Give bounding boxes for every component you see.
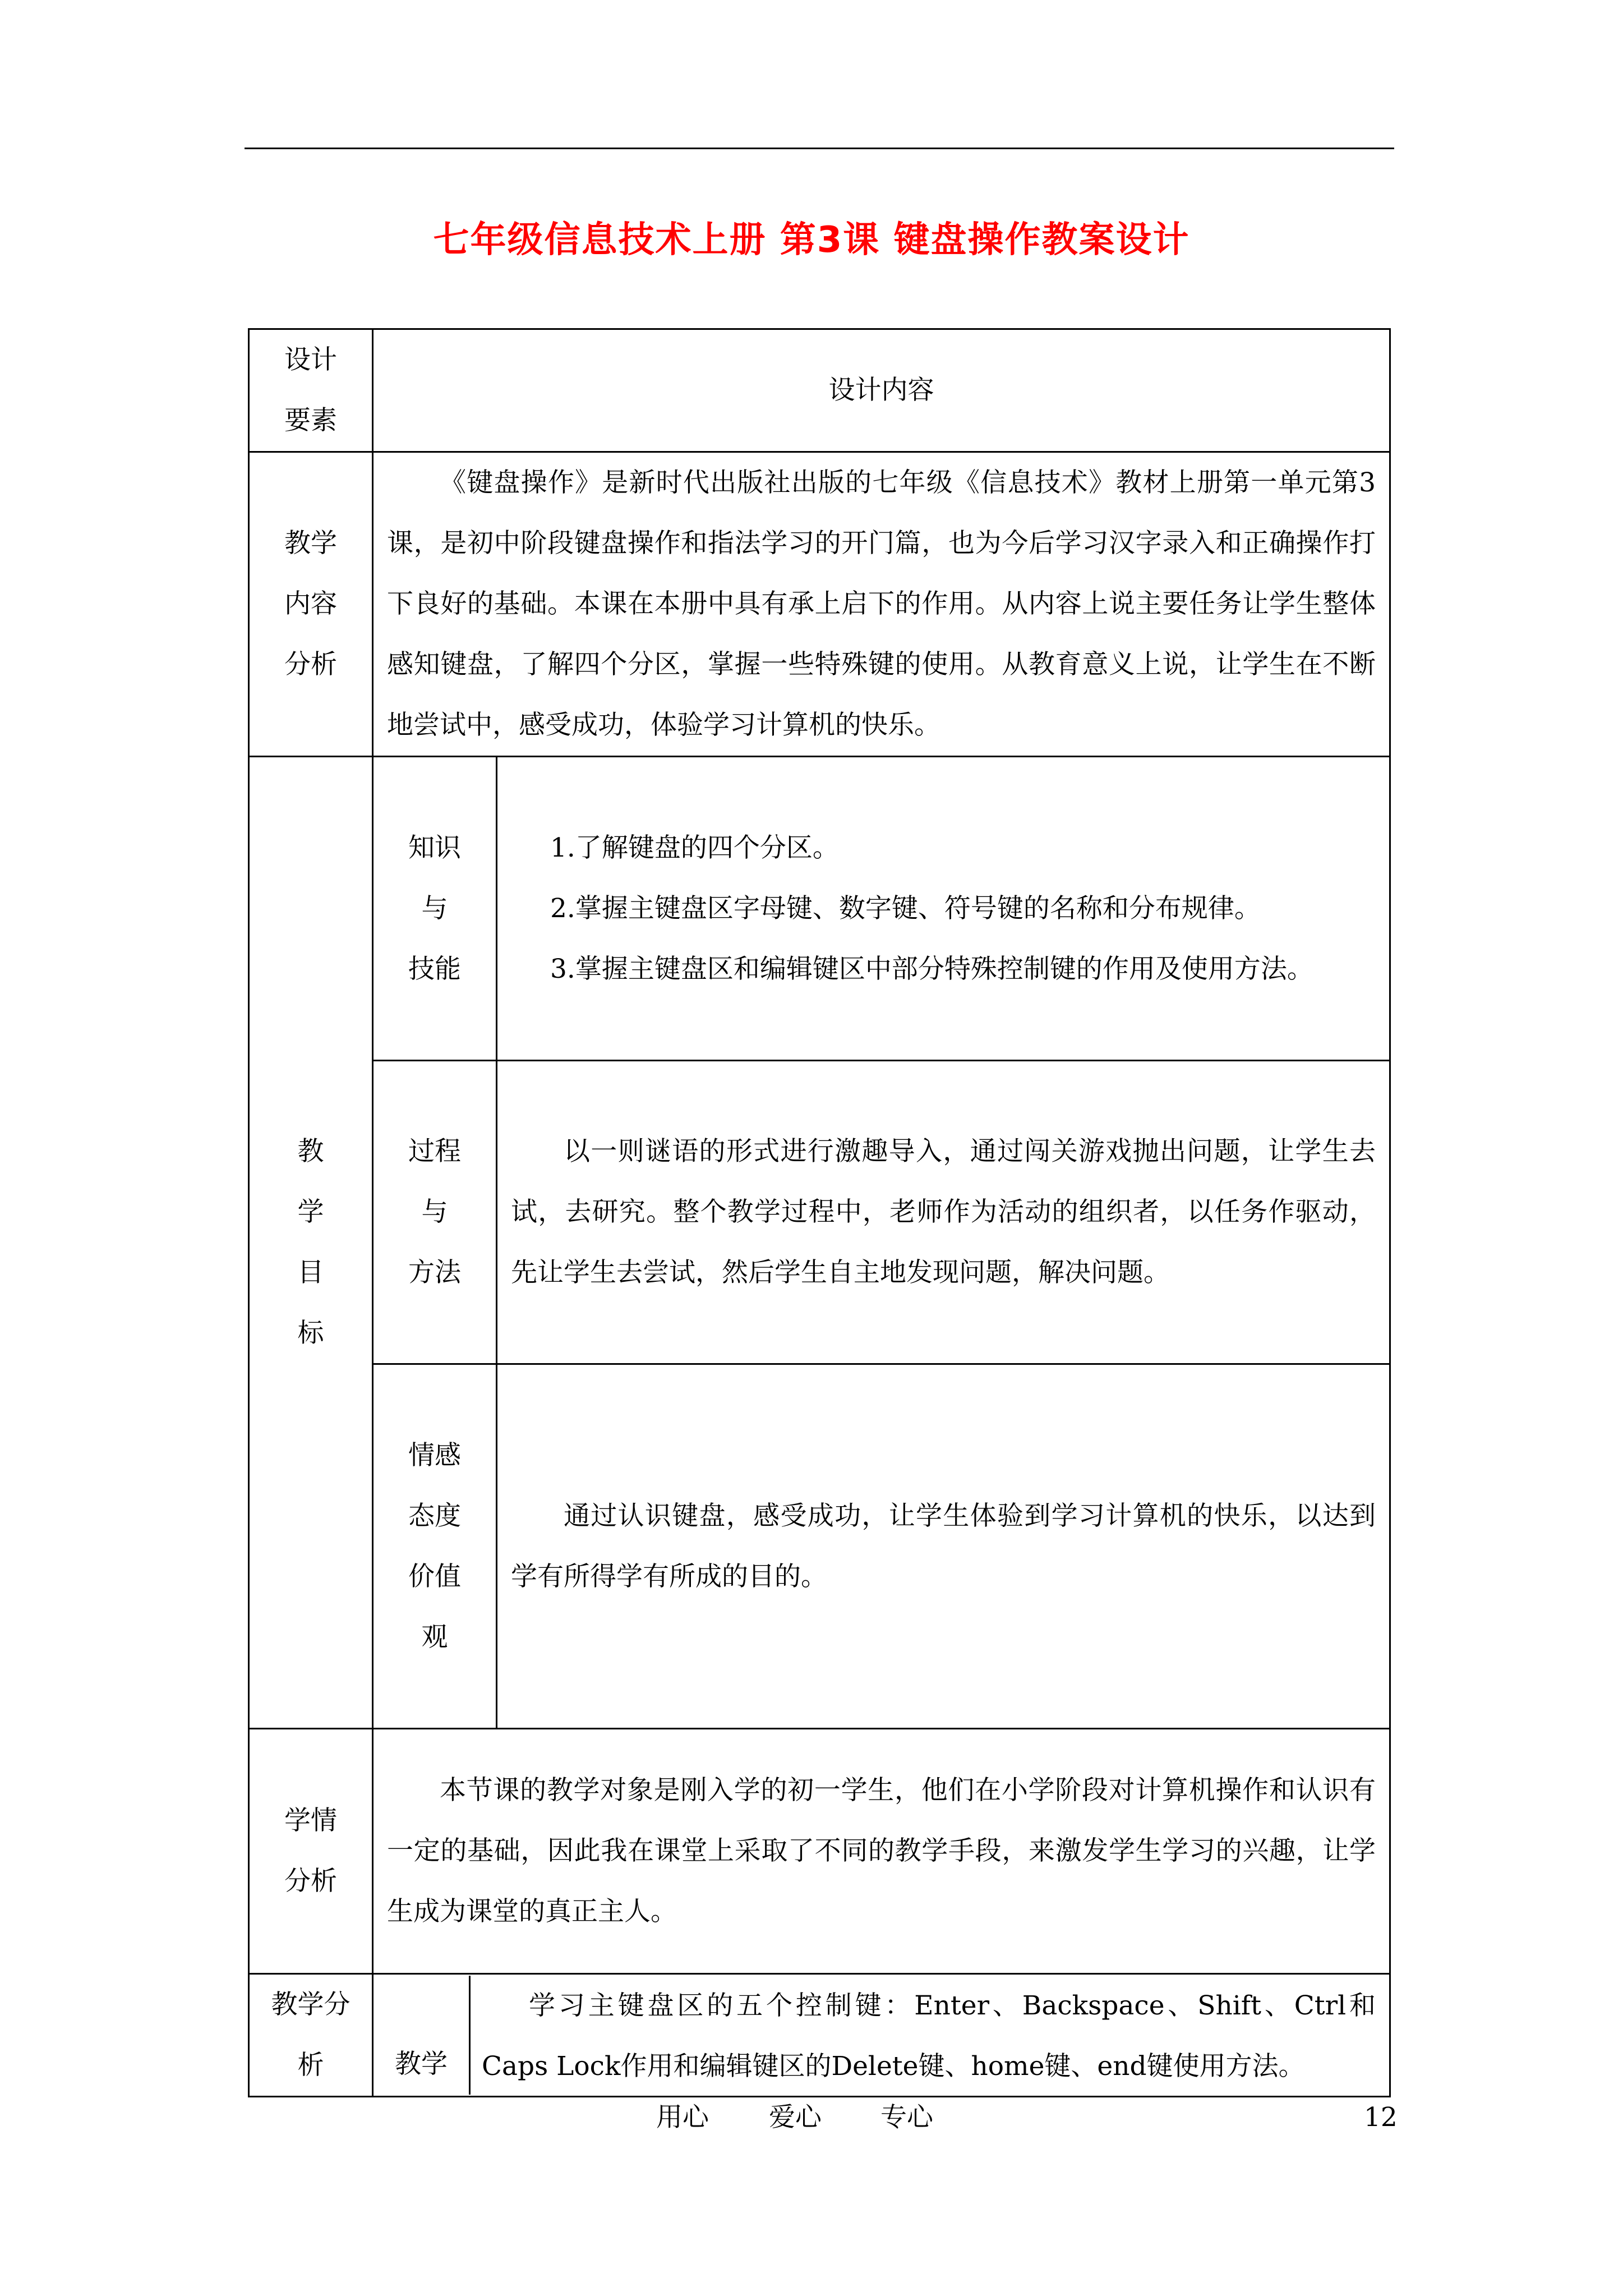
list-item: 2.掌握主键盘区字母键、数字键、符号键的名称和分布规律。	[550, 892, 1261, 924]
teaching-goals-label	[249, 757, 373, 1729]
learner-analysis-text: 本节课的教学对象是刚入学的初一学生，他们在小学阶段对计算机操作和认识有一定的基础，因此我在课堂上采取了不同的教学手段，来激发学生学习的兴趣，让学生成为课堂的真正主人。	[373, 1729, 1390, 1974]
label-line: 与	[421, 892, 448, 924]
emotion-text: 通过认识键盘，感受成功，让学生体验到学习计算机的快乐，以达到学有所得学有所成的目的。	[497, 1364, 1390, 1729]
content-analysis-row	[249, 452, 1390, 757]
goal-process-row	[249, 1061, 1390, 1364]
footer-motto-3: 专心	[880, 2102, 933, 2133]
label-line: 析	[297, 2050, 324, 2081]
teaching-sub-label: 教学	[374, 1976, 471, 2095]
label-line: 与	[421, 1197, 448, 1227]
header-rule	[245, 148, 1394, 149]
label-line: 态度	[408, 1500, 461, 1531]
learner-analysis-label	[249, 1729, 373, 1974]
emotion-label	[373, 1364, 497, 1729]
goal-knowledge-row	[249, 757, 1390, 1061]
teaching-analysis-row	[249, 1974, 1390, 2097]
header-element-line: 要素	[284, 405, 337, 436]
label-line: 目	[297, 1257, 324, 1288]
footer-motto-1: 用心	[656, 2102, 709, 2133]
list-item: 3.掌握主键盘区和编辑键区中部分特殊控制键的作用及使用方法。	[550, 953, 1313, 984]
lesson-plan-table	[248, 328, 1391, 2097]
learner-analysis-row	[249, 1729, 1390, 1974]
label-line: 教	[297, 1136, 324, 1167]
document-title: 七年级信息技术上册 第3课 键盘操作教案设计	[433, 219, 1190, 261]
label-line: 分析	[284, 1866, 337, 1897]
process-text: 以一则谜语的形式进行激趣导入，通过闯关游戏抛出问题，让学生去试，去研究。整个教学过程中，老师作为活动的组织者，以任务作驱动，先让学生去尝试，然后学生自主地发现问题，解决问题。	[497, 1061, 1390, 1364]
table-header-row	[249, 329, 1390, 452]
content-analysis-label	[249, 452, 373, 757]
header-element-cell	[249, 329, 373, 452]
label-line: 内容	[284, 588, 337, 619]
label-line: 分析	[284, 649, 337, 680]
label-line: 教学	[284, 528, 337, 559]
content-analysis-text: 《键盘操作》是新时代出版社出版的七年级《信息技术》教材上册第一单元第3课，是初中阶段键盘操作和指法学习的开门篇，也为今后学习汉字录入和正确操作打下良好的基础。本课在本册中具有承上启下的作用。从内容上说主要任务让学生整体感知键盘，了解四个分区，掌握一些特殊键的使用。从教育意义上说，让学生在不断地尝试中，感受成功，体验学习计算机的快乐。	[373, 452, 1390, 757]
header-element-line: 设计	[284, 344, 337, 375]
list-item: 1.了解键盘的四个分区。	[550, 832, 839, 863]
label-line: 学	[297, 1197, 324, 1227]
label-line: 情感	[408, 1439, 461, 1471]
goal-emotion-row	[249, 1364, 1390, 1729]
label-line: 标	[297, 1318, 324, 1349]
label-line: 观	[421, 1621, 448, 1653]
teaching-analysis-label	[249, 1974, 373, 2097]
knowledge-label	[373, 757, 497, 1061]
label-line: 方法	[408, 1257, 461, 1288]
label-line: 价值	[408, 1561, 461, 1592]
label-line: 技能	[408, 953, 461, 984]
knowledge-items	[497, 757, 1390, 1061]
header-content-cell: 设计内容	[373, 329, 1390, 452]
footer-motto-2: 爱心	[769, 2102, 822, 2133]
label-line: 教学分	[271, 1989, 351, 2020]
teaching-analysis-content	[373, 1974, 1390, 2097]
label-line: 过程	[408, 1136, 461, 1167]
process-label	[373, 1061, 497, 1364]
page-number: 12	[1364, 2102, 1398, 2133]
label-line: 学情	[284, 1805, 337, 1836]
label-line: 知识	[408, 832, 461, 863]
teaching-analysis-text: 学习主键盘区的五个控制键：Enter、Backspace、Shift、Ctrl和Caps Lock作用和编辑键区的Delete键、home键、end键使用方法。	[482, 1990, 1376, 2082]
